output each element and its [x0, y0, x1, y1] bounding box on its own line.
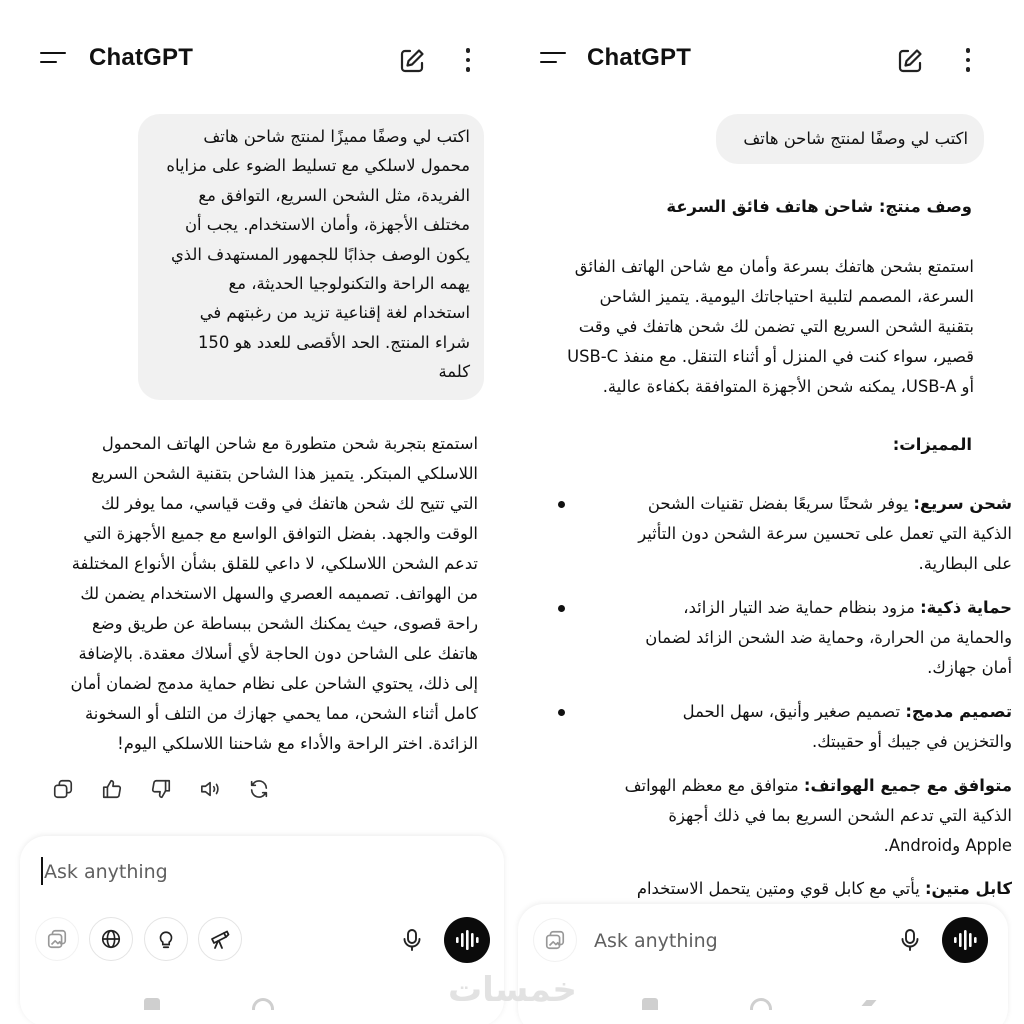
image-attach-icon — [46, 928, 68, 950]
top-bar — [12, 38, 512, 82]
user-message: اكتب لي وصفًا مميزًا لمنتج شاحن هاتف محمول لاسلكي مع تسليط الضوء على مزاياه الفريدة، مثل الشحن السريع، التوافق مع مختلف الأجهزة، وأمان الاستخدام. يجب أن يكون الوصف جذابًا للجمهور المستهدف الذي يهمه الراحة والتكنولوجيا الحديثة، مع استخدام لغة إقناعية تزيد من رغبتهم في شراء المنتج. الحد الأقصى للعدد هو 150 كلمة — [138, 114, 484, 400]
explore-button[interactable] — [198, 917, 242, 961]
thumbs-down-icon[interactable] — [150, 778, 174, 802]
voice-mode-button[interactable] — [444, 917, 490, 963]
watermark: خمسات — [448, 970, 577, 1010]
microphone-icon — [401, 928, 423, 952]
app-title: ChatGPT — [587, 44, 692, 71]
feature-item: كابل متين: يأتي مع كابل قوي ومتين يتحمل الاستخدام — [636, 879, 1012, 898]
response-intro: استمتع بشحن هاتفك بسرعة وأمان مع شاحن الهاتف الفائق السرعة، المصمم لتلبية احتياجاتك اليومية. يتميز الشاحن بتقنية الشحن السريع التي تضمن لك شحن هاتفك في وقت قصير، سواء كنت في المنزل أو أثناء التنقل. مع منفذ USB-C أو USB-A، يمكنه شحن الأجهزة المتوافقة بكفاءة عالية. — [567, 257, 974, 396]
lightbulb-icon — [155, 928, 177, 950]
attach-image-button[interactable] — [533, 918, 577, 962]
telescope-icon — [208, 927, 232, 951]
more-options-icon[interactable] — [460, 48, 476, 74]
voice-mode-button[interactable] — [942, 917, 988, 963]
app-title: ChatGPT — [89, 44, 194, 71]
text-caret — [41, 857, 43, 885]
user-message: اكتب لي وصفًا لمنتج شاحن هاتف — [716, 114, 984, 164]
feature-item: متوافق مع جميع الهواتف: متوافق مع معظم الهواتف الذكية التي تدعم الشحن السريع بما في ذلك أجهزة Apple وAndroid. — [624, 776, 1012, 855]
image-attach-icon — [544, 929, 566, 951]
refresh-icon[interactable] — [248, 778, 272, 802]
response-heading: وصف منتج: شاحن هاتف فائق السرعة — [666, 197, 972, 216]
voice-wave-icon — [455, 930, 479, 950]
nav-recents-hint — [642, 998, 658, 1010]
bullet — [558, 709, 565, 716]
search-web-button[interactable] — [89, 917, 133, 961]
assistant-message: استمتع بتجربة شحن متطورة مع شاحن الهاتف المحمول اللاسلكي المبتكر. يتميز هذا الشاحن بتقنية الشحن السريع التي تتيح لك شحن هاتفك في وقت قياسي، مما يوفر لك الوقت والجهد. بفضل التوافق الواسع مع جميع الأجهزة التي تدعم الشحن اللاسلكي، لا داعي للقلق بشأن الأنواع المختلفة من الهواتف. تصميمه العصري والسهل الاستخدام يضمن لك راحة قصوى، حيث يمكنك الشحن ببساطة عن طريق وضع هاتفك على الشاحن دون الحاجة لأي أسلاك معقدة. بالإضافة إلى ذلك، يحتوي الشاحن على نظام حماية مدمج لضمان أمان كامل أثناء الشحن، مما يحمي جهازك من التلف أو السخونة الزائدة. اختر الراحة والأداء مع شاحننا اللاسلكي اليوم! — [70, 434, 478, 753]
menu-icon[interactable] — [40, 50, 66, 70]
copy-icon[interactable] — [52, 778, 76, 802]
feature-item: حماية ذكية: مزود بنظام حماية ضد التيار الزائد، والحماية من الحرارة، وحماية ضد الشحن الزائد لضمان أمان جهازك. — [645, 598, 1012, 677]
attach-image-button[interactable] — [35, 917, 79, 961]
bullet — [558, 605, 565, 612]
chat-panel-right — [512, 0, 1012, 1024]
microphone-button[interactable] — [390, 918, 434, 962]
message-input[interactable] — [592, 925, 876, 957]
message-input[interactable] — [42, 856, 466, 888]
feature-item: شحن سريع: يوفر شحنًا سريعًا بفضل تقنيات الشحن الذكية التي تعمل على تحسين سرعة الشحن دون التأثير على البطارية. — [638, 494, 1012, 573]
chat-panel-left — [12, 0, 512, 1024]
feature-item: تصميم مدمج: تصميم صغير وأنيق، سهل الحمل والتخزين في جيبك أو حقيبتك. — [682, 702, 1012, 751]
microphone-button[interactable] — [888, 918, 932, 962]
bullet — [558, 501, 565, 508]
features-heading: المميزات: — [892, 435, 972, 454]
reason-button[interactable] — [144, 917, 188, 961]
speaker-icon[interactable] — [199, 778, 223, 802]
nav-recents-hint — [144, 998, 160, 1010]
globe-icon — [100, 928, 122, 950]
thumbs-up-icon[interactable] — [101, 778, 125, 802]
new-chat-icon[interactable] — [398, 47, 426, 75]
features-list — [512, 0, 1012, 1024]
microphone-icon — [899, 928, 921, 952]
voice-wave-icon — [953, 930, 977, 950]
